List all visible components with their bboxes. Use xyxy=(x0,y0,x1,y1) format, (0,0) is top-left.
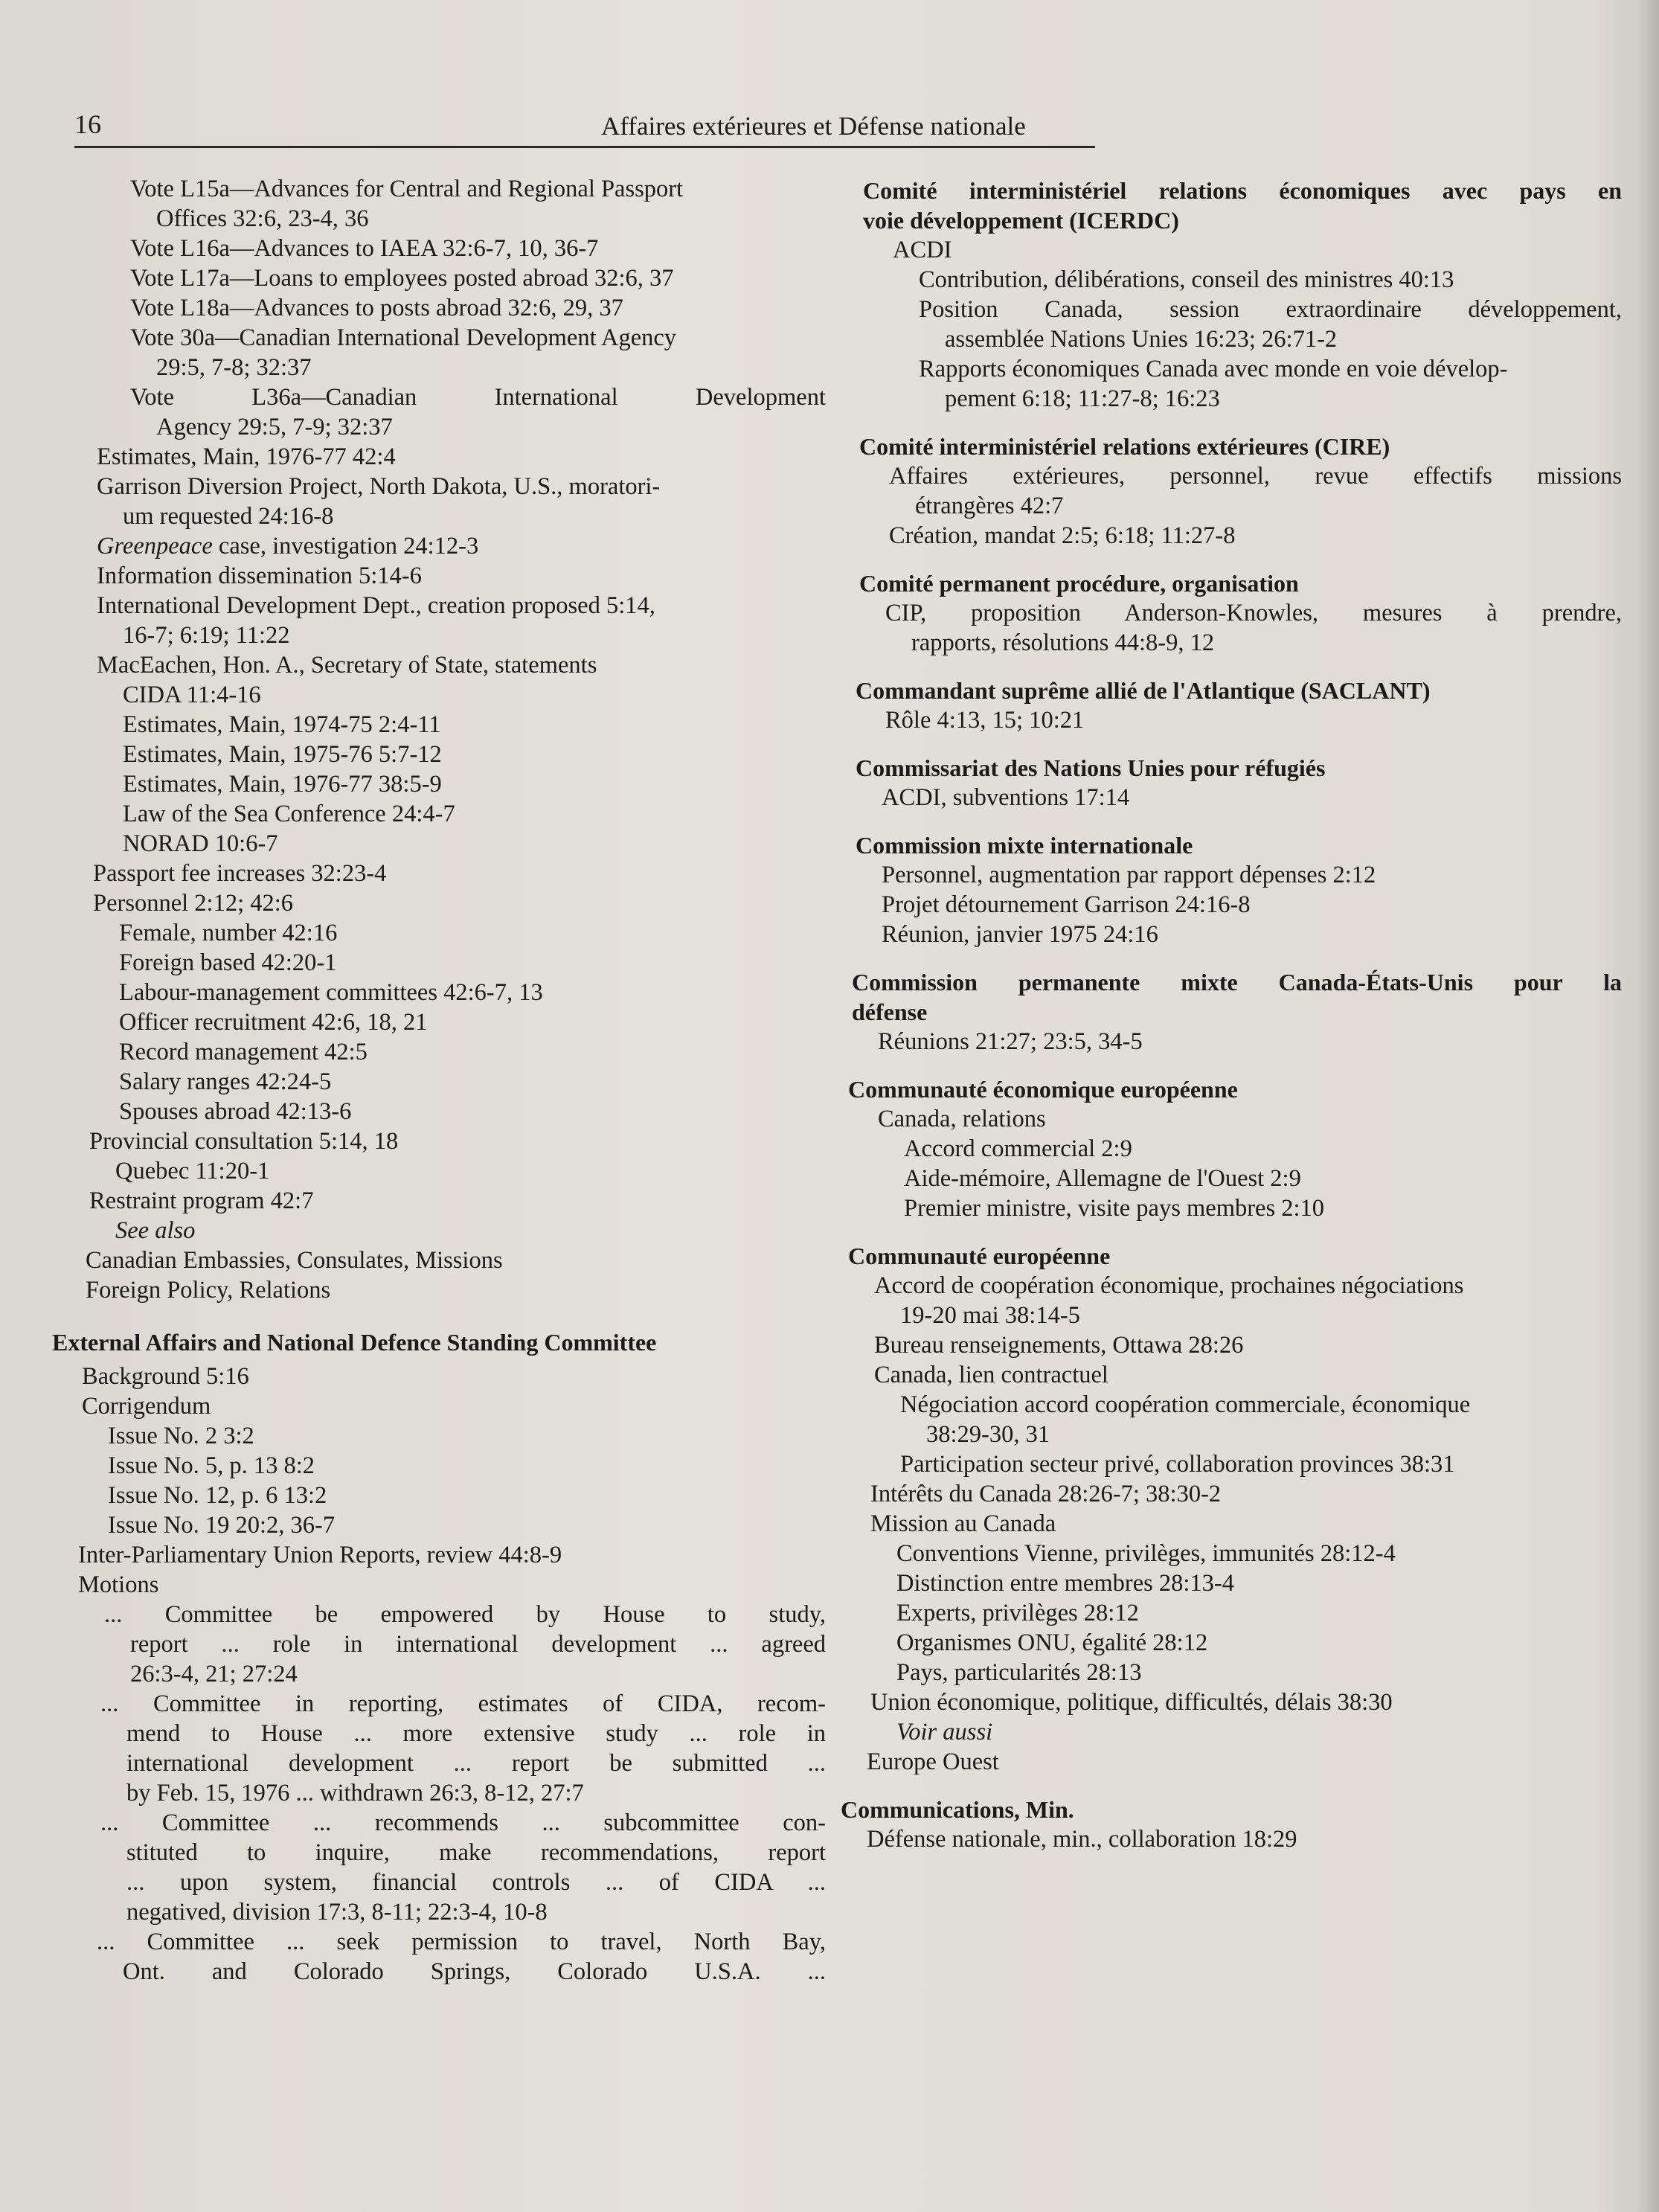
index-entry: mend to House ... more extensive study ... role in xyxy=(126,1720,826,1747)
index-entry: Distinction entre membres 28:13-4 xyxy=(896,1570,1235,1597)
index-entry: ... Committee ... seek permission to travel, North Bay, xyxy=(97,1929,826,1955)
index-entry: Vote L17a—Loans to employees posted abroad 32:6, 37 xyxy=(130,265,674,292)
index-entry: Issue No. 2 3:2 xyxy=(108,1423,254,1449)
index-entry: Foreign based 42:20-1 xyxy=(119,949,337,976)
index-entry: Réunions 21:27; 23:5, 34-5 xyxy=(878,1028,1143,1055)
index-heading: Comité interministériel relations extérieures (CIRE) xyxy=(859,433,1390,460)
index-entry: Agency 29:5, 7-9; 32:37 xyxy=(156,414,393,440)
index-entry: Négociation accord coopération commerciale, économique xyxy=(900,1391,1471,1418)
index-entry: Pays, particularités 28:13 xyxy=(896,1659,1142,1686)
index-heading: Commission permanente mixte Canada-États-Unis pour la xyxy=(852,969,1622,996)
index-entry: Corrigendum xyxy=(82,1393,211,1420)
index-entry: Record management 42:5 xyxy=(119,1039,368,1065)
index-entry: ... Committee in reporting, estimates of CIDA, recom- xyxy=(100,1690,826,1717)
page-edge-shadow xyxy=(1638,0,1659,2212)
index-entry: Personnel 2:12; 42:6 xyxy=(93,890,294,917)
index-entry: Vote L16a—Advances to IAEA 32:6-7, 10, 36-7 xyxy=(130,235,599,262)
index-entry: assemblée Nations Unies 16:23; 26:71-2 xyxy=(945,326,1338,353)
index-entry: Issue No. 5, p. 13 8:2 xyxy=(108,1452,315,1479)
running-head: Affaires extérieures et Défense nationale xyxy=(601,112,1026,141)
right-index-column xyxy=(841,174,1622,1854)
index-entry: 26:3-4, 21; 27:24 xyxy=(130,1661,298,1687)
index-heading: défense xyxy=(852,998,928,1025)
index-entry: NORAD 10:6-7 xyxy=(123,830,278,857)
index-entry: Vote L15a—Advances for Central and Regional Passport xyxy=(130,176,684,202)
index-entry: Création, mandat 2:5; 6:18; 11:27-8 xyxy=(889,522,1236,549)
index-entry: Female, number 42:16 xyxy=(119,920,338,946)
index-entry: report ... role in international development ... agreed xyxy=(130,1631,826,1658)
index-entry: MacEachen, Hon. A., Secretary of State, statements xyxy=(97,652,597,679)
index-entry: Issue No. 12, p. 6 13:2 xyxy=(108,1482,327,1509)
index-entry: ... Committee be empowered by House to study, xyxy=(104,1601,826,1628)
italic-term: Greenpeace xyxy=(97,533,219,560)
index-entry: Spouses abroad 42:13-6 xyxy=(119,1098,352,1125)
index-entry: Affaires extérieures, personnel, revue effectifs missions xyxy=(889,463,1622,490)
left-index-column xyxy=(52,174,826,1987)
index-heading: Communications, Min. xyxy=(841,1796,1074,1823)
index-entry: Vote L18a—Advances to posts abroad 32:6, 29, 37 xyxy=(130,295,623,321)
index-heading: External Affairs and National Defence Standing Committee xyxy=(52,1329,657,1356)
index-entry: Accord de coopération économique, prochaines négociations xyxy=(874,1272,1464,1299)
index-entry: Réunion, janvier 1975 24:16 xyxy=(882,921,1158,948)
index-entry: Rôle 4:13, 15; 10:21 xyxy=(885,707,1085,734)
page-number: 16 xyxy=(74,109,101,139)
index-entry: 29:5, 7-8; 32:37 xyxy=(156,354,312,381)
index-entry: Canada, lien contractuel xyxy=(874,1362,1108,1388)
index-entry: Restraint program 42:7 xyxy=(89,1187,314,1214)
index-entry: Personnel, augmentation par rapport dépenses 2:12 xyxy=(882,862,1376,888)
index-entry: rapports, résolutions 44:8-9, 12 xyxy=(911,629,1215,656)
index-entry xyxy=(52,531,826,561)
index-entry: Estimates, Main, 1976-77 38:5-9 xyxy=(123,771,442,798)
index-entry: Mission au Canada xyxy=(870,1510,1056,1537)
index-entry: by Feb. 15, 1976 ... withdrawn 26:3, 8-12, 27:7 xyxy=(126,1780,584,1807)
index-heading: Comité permanent procédure, organisation xyxy=(859,570,1299,597)
index-entry: 16-7; 6:19; 11:22 xyxy=(123,622,290,649)
index-entry: Europe Ouest xyxy=(867,1748,999,1775)
index-entry: Foreign Policy, Relations xyxy=(86,1277,331,1304)
index-entry: Garrison Diversion Project, North Dakota, U.S., moratori- xyxy=(97,473,661,500)
index-entry: Issue No. 19 20:2, 36-7 xyxy=(108,1512,336,1539)
index-entry: Voir aussi xyxy=(896,1719,993,1745)
index-entry: ... Committee ... recommends ... subcommittee con- xyxy=(100,1809,826,1836)
index-entry: Canadian Embassies, Consulates, Missions xyxy=(86,1247,503,1274)
index-entry: Experts, privilèges 28:12 xyxy=(896,1600,1139,1626)
index-entry: CIDA 11:4-16 xyxy=(123,682,261,708)
index-entry: Provincial consultation 5:14, 18 xyxy=(89,1128,399,1155)
index-entry: 38:29-30, 31 xyxy=(926,1421,1050,1448)
index-entry: Labour-management committees 42:6-7, 13 xyxy=(119,979,543,1006)
index-entry: Participation secteur privé, collaboration provinces 38:31 xyxy=(900,1451,1455,1478)
index-entry: Organismes ONU, égalité 28:12 xyxy=(896,1629,1208,1656)
index-entry: Salary ranges 42:24-5 xyxy=(119,1068,332,1095)
index-heading: Commission mixte internationale xyxy=(856,832,1193,859)
index-entry: Aide-mémoire, Allemagne de l'Ouest 2:9 xyxy=(904,1165,1301,1192)
index-entry: Défense nationale, min., collaboration 18:29 xyxy=(867,1826,1297,1853)
index-entry: stituted to inquire, make recommendations, report xyxy=(126,1839,826,1866)
index-entry: See also xyxy=(115,1217,196,1244)
index-entry: Background 5:16 xyxy=(82,1363,249,1390)
index-entry: Law of the Sea Conference 24:4-7 xyxy=(123,801,455,827)
index-entry: Projet détournement Garrison 24:16-8 xyxy=(882,891,1251,918)
index-entry: ACDI, subventions 17:14 xyxy=(882,784,1130,811)
index-heading: Communauté européenne xyxy=(848,1243,1111,1269)
index-heading: Comité interministériel relations économiques avec pays en xyxy=(863,177,1622,204)
index-entry: 19-20 mai 38:14-5 xyxy=(900,1302,1080,1329)
header-rule xyxy=(74,146,1095,148)
index-entry: étrangères 42:7 xyxy=(915,493,1064,519)
index-entry: ... upon system, financial controls ... of CIDA ... xyxy=(126,1869,826,1896)
index-entry: Rapports économiques Canada avec monde en voie dévelop- xyxy=(919,356,1508,382)
index-entry: Inter-Parliamentary Union Reports, review 44:8-9 xyxy=(78,1542,562,1568)
index-entry: Contribution, délibérations, conseil des ministres 40:13 xyxy=(919,266,1454,293)
index-entry: CIP, proposition Anderson-Knowles, mesures à prendre, xyxy=(885,600,1622,626)
index-entry: Information dissemination 5:14-6 xyxy=(97,562,422,589)
index-entry: ACDI xyxy=(893,237,952,263)
index-heading: Commissariat des Nations Unies pour réfugiés xyxy=(856,754,1326,781)
index-entry: Quebec 11:20-1 xyxy=(115,1158,270,1184)
index-entry: Vote L36a—Canadian International Development xyxy=(130,384,826,411)
index-entry: Motions xyxy=(78,1571,159,1598)
index-heading: voie développement (ICERDC) xyxy=(863,207,1179,234)
index-entry: Estimates, Main, 1975-76 5:7-12 xyxy=(123,741,442,768)
index-entry: Conventions Vienne, privilèges, immunités 28:12-4 xyxy=(896,1540,1396,1567)
index-heading: Communauté économique européenne xyxy=(848,1076,1238,1103)
index-entry: Estimates, Main, 1976-77 42:4 xyxy=(97,443,396,470)
index-entry: Offices 32:6, 23-4, 36 xyxy=(156,205,369,232)
index-entry: Vote 30a—Canadian International Development Agency xyxy=(130,324,677,351)
index-entry: Estimates, Main, 1974-75 2:4-11 xyxy=(123,711,441,738)
index-entry: pement 6:18; 11:27-8; 16:23 xyxy=(945,385,1220,412)
index-entry: Union économique, politique, difficultés, délais 38:30 xyxy=(870,1689,1393,1716)
index-entry: um requested 24:16-8 xyxy=(123,503,334,530)
index-entry: international development ... report be submitted ... xyxy=(126,1750,826,1777)
index-entry: Ont. and Colorado Springs, Colorado U.S.A. ... xyxy=(123,1958,826,1985)
index-entry: negatived, division 17:3, 8-11; 22:3-4, 10-8 xyxy=(126,1899,548,1926)
index-entry: Passport fee increases 32:23-4 xyxy=(93,860,387,887)
index-entry: Bureau renseignements, Ottawa 28:26 xyxy=(874,1332,1244,1359)
index-entry: Intérêts du Canada 28:26-7; 38:30-2 xyxy=(870,1481,1222,1507)
index-entry: Officer recruitment 42:6, 18, 21 xyxy=(119,1009,428,1036)
index-heading: Commandant suprême allié de l'Atlantique (SACLANT) xyxy=(856,677,1431,704)
entry-text: case, investigation 24:12-3 xyxy=(218,533,479,560)
index-entry: International Development Dept., creation proposed 5:14, xyxy=(97,592,655,619)
index-entry: Canada, relations xyxy=(878,1106,1046,1132)
index-entry: Accord commercial 2:9 xyxy=(904,1135,1132,1162)
index-entry: Position Canada, session extraordinaire développement, xyxy=(919,296,1622,323)
index-entry: Premier ministre, visite pays membres 2:10 xyxy=(904,1195,1325,1222)
page-header xyxy=(74,109,1094,146)
